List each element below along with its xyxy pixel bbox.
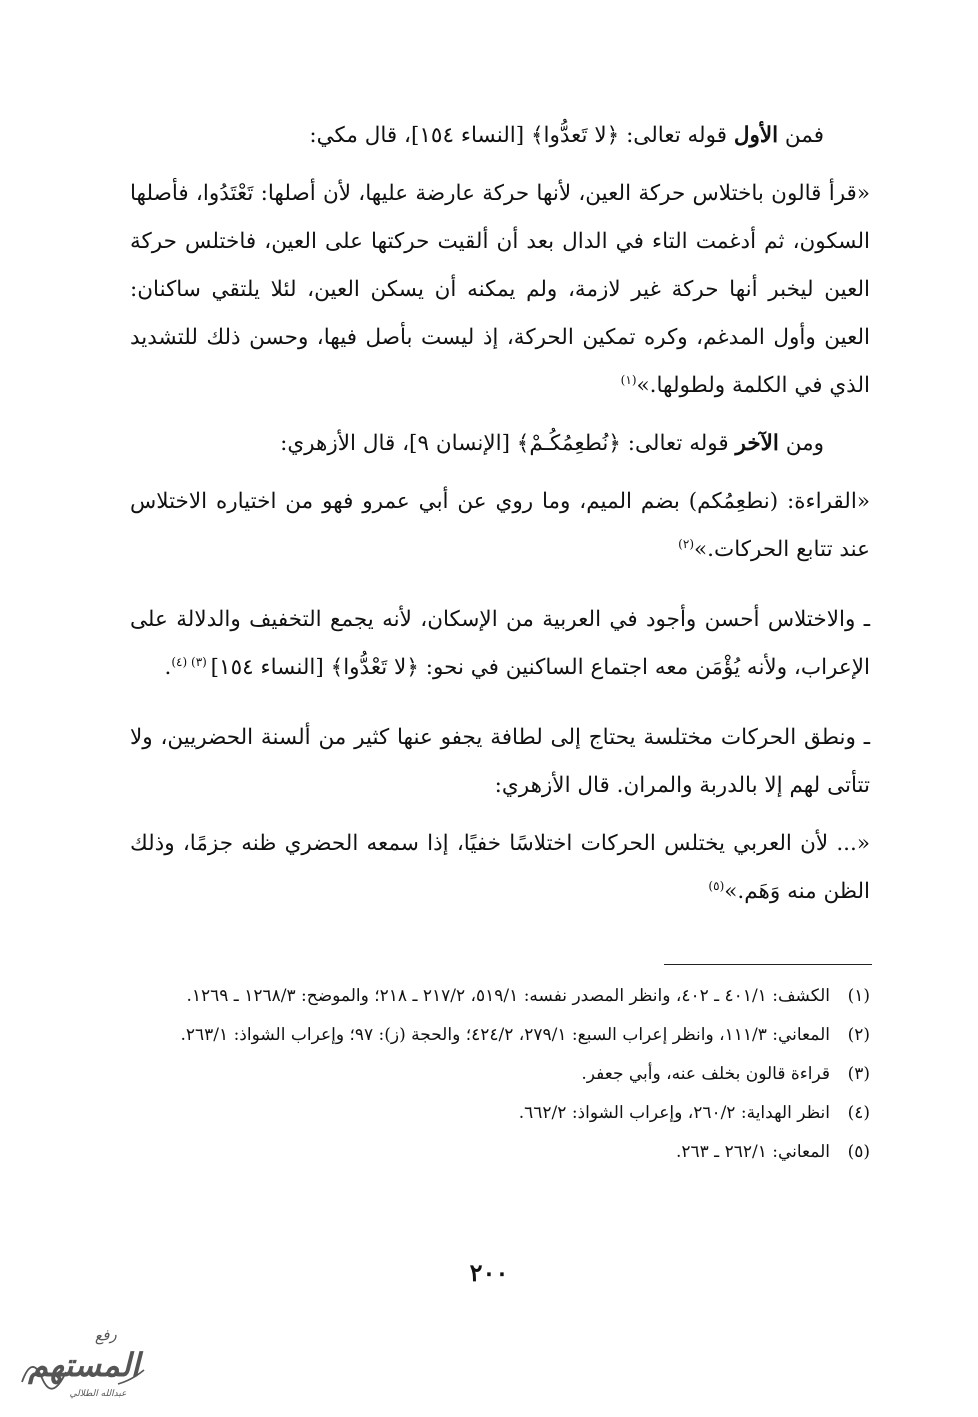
footnote-text: انظر الهداية: ٢٦٠/٢، وإعراب الشواذ: ٦٦٢/٢. bbox=[518, 1103, 830, 1123]
text-segment: . bbox=[164, 655, 172, 680]
quote-azhari-2 bbox=[130, 820, 870, 916]
text-segment: قوله تعالى: ﴿نُطعِمُكُـمْ﴾ [الإنسان ٩]، قال الأزهري: bbox=[280, 431, 736, 456]
footnote-number: (٤) bbox=[847, 1103, 870, 1123]
quote-azhari bbox=[130, 478, 870, 574]
footnote-5 bbox=[130, 1136, 870, 1169]
point-pronunciation bbox=[130, 714, 870, 810]
footnote-ref: (١) bbox=[620, 372, 637, 387]
quote-makki bbox=[130, 170, 870, 410]
footnote-4 bbox=[130, 1097, 870, 1130]
footnote-text: قراءة قالون بخلف عنه، وأبي جعفر. bbox=[581, 1064, 830, 1084]
intro-second-example bbox=[130, 420, 870, 468]
footnote-text: المعاني: ١١١/٣، وانظر إعراب السبع: ٢٧٩/١، ٤٢٤/٢؛ والحجة (ز): ٩٧؛ وإعراب الشواذ: ٢٦٣/١. bbox=[180, 1025, 830, 1045]
svg-text:عبدالله الطلالي: عبدالله الطلالي bbox=[69, 1389, 127, 1399]
footnote-ref: (٢) bbox=[678, 536, 694, 551]
intro-first-example bbox=[130, 112, 870, 160]
footnote-text: الكشف: ٤٠١/١ ـ ٤٠٢، وانظر المصدر نفسه: ٥١٩/١، ٢١٧/٢ ـ ٢١٨؛ والموضح: ١٢٦٨/٣ ـ ١٢٦٩. bbox=[186, 986, 830, 1006]
text-segment: ـ والاختلاس أحسن وأجود في العربية من الإسكان، لأنه يجمع التخفيف والدلالة على الإعراب، ولأنه يُؤْمَن معه اجتماع الساكنين في نحو: ﴿لا تَعْدُّوا﴾ [النساء ١٥٤] bbox=[130, 607, 870, 680]
footnote-text: المعاني: ٢٦٢/١ ـ ٢٦٣. bbox=[675, 1142, 830, 1162]
main-text bbox=[130, 112, 870, 916]
footnote-1 bbox=[130, 980, 870, 1013]
footnote-number: (٥) bbox=[847, 1142, 870, 1162]
footnote-3 bbox=[130, 1058, 870, 1091]
footnote-number: (١) bbox=[847, 986, 870, 1006]
page-number: ٢٠٠ bbox=[469, 1258, 509, 1287]
text-segment: «... لأن العربي يختلس الحركات اختلاسًا خفيًا، إذا سمعه الحضري ظنه جزمًا، وذلك الظن منه وَهَم.» bbox=[130, 831, 870, 904]
footnote-divider bbox=[664, 964, 872, 965]
text-segment: ـ ونطق الحركات مختلسة يحتاج إلى لطافة يجفو عنها كثير من ألسنة الحضريين، ولا تتأتى لهم إلا بالدربة والمران. قال الأزهري: bbox=[130, 725, 870, 798]
footnote-number: (٣) bbox=[847, 1064, 870, 1084]
footnotes bbox=[130, 980, 870, 1175]
svg-text:رفع: رفع bbox=[93, 1324, 118, 1346]
point-ikhtilas-better bbox=[130, 596, 870, 692]
footnote-2 bbox=[130, 1019, 870, 1052]
bold-term: الأول bbox=[733, 123, 779, 148]
text-segment: قوله تعالى: ﴿لا تَعدُّوا﴾ [النساء ١٥٤]، قال مكي: bbox=[309, 123, 734, 148]
footnote-ref: (٣) (٤) bbox=[171, 654, 211, 669]
bold-term: الآخر bbox=[735, 431, 779, 456]
text-segment: «قرأ قالون باختلاس حركة العين، لأنها حركة عارضة عليها، لأن أصلها: تَعْتَدُوا، فأصلها السكون، ثم أدغمت التاء في الدال بعد أن ألقيت حركتها على العين، فاختلس حركة العين ليخبر أنها حركة غير لازمة، ولم يمكنه أن يسكن العين، لئلا يلتقي ساكنان: العين وأول المدغم، وكره تمكين الحركة، إذ ليست بأصل فيها، وحسن ذلك للتشديد الذي في الكلمة ولطولها.» bbox=[130, 181, 870, 398]
text-segment: فمن bbox=[778, 123, 824, 148]
text-segment: ومن bbox=[778, 431, 824, 456]
svg-text:المستهم: المستهم bbox=[28, 1346, 140, 1384]
footnote-number: (٢) bbox=[847, 1025, 870, 1045]
footnote-ref: (٥) bbox=[708, 878, 725, 893]
uploader-stamp-logo bbox=[14, 1320, 154, 1410]
text-segment: «القراءة: (نطعِمُكم) بضم الميم، وما روي عن أبي عمرو فهو من اختياره الاختلاس عند تتابع الحركات.» bbox=[130, 489, 870, 562]
